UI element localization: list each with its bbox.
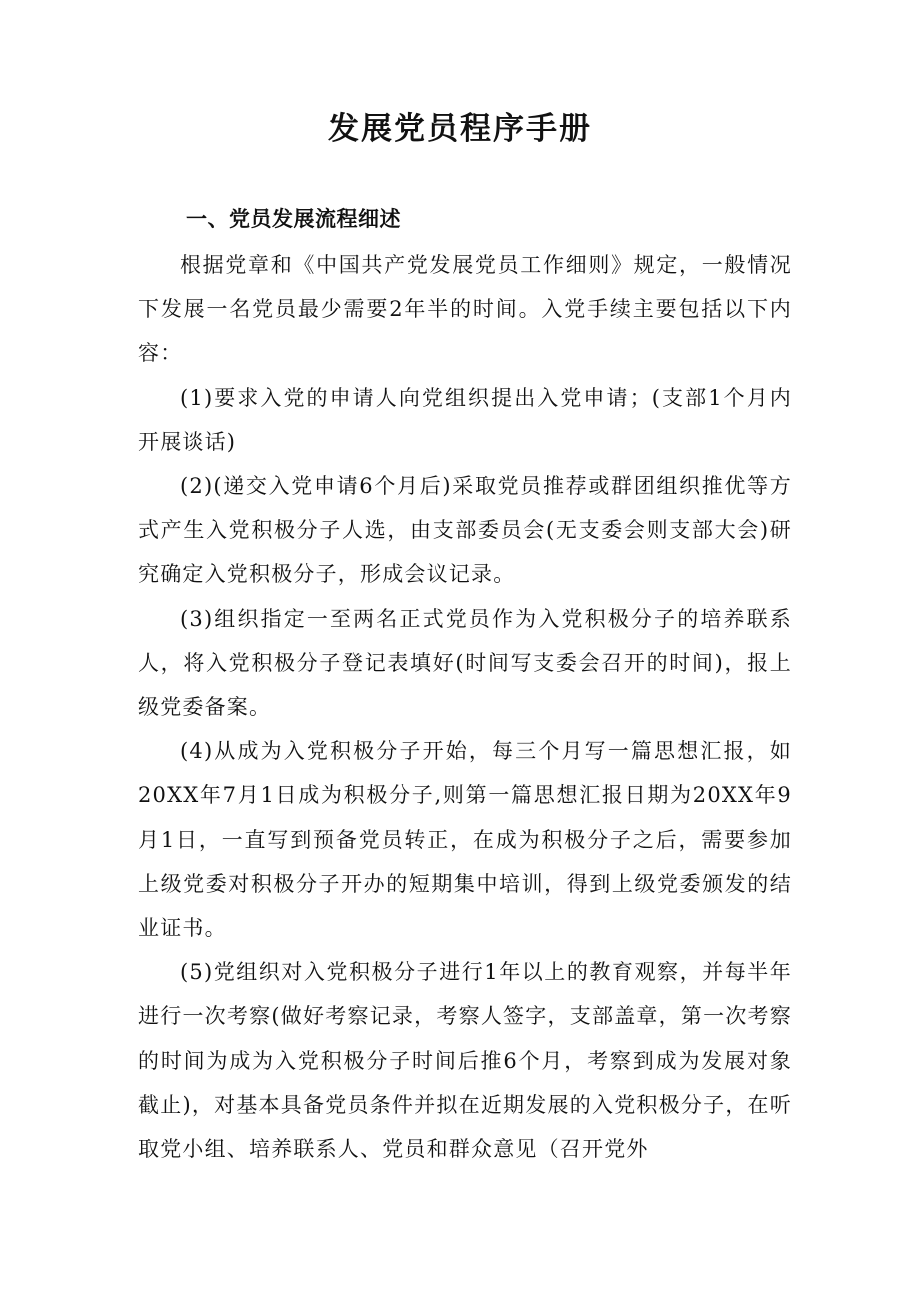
step-paragraph-5: (5)党组织对入党积极分子进行1年以上的教育观察，并每半年进行一次考察(做好考察记录，考察人签字，支部盖章，第一次考察的时间为成为入党积极分子时间后推6个月，考察到成为发展对象截止)，对基本具备党员条件并拟在近期发展的入党积极分子，在听取党小组、培养联系人、党员和群众意见（召开党外 [138,960,792,1162]
section-heading: 一、党员发展流程细述 [186,207,401,231]
step-paragraph-2: (2)(递交入党申请6个月后)采取党员推荐或群团组织推优等方式产生入党积极分子人选，由支部委员会(无支委会则支部大会)研究确定入党积极分子，形成会议记录。 [138,474,792,587]
step-paragraph-4: (4)从成为入党积极分子开始，每三个月写一篇思想汇报，如20XX年7月1日成为积极分子,则第一篇思想汇报日期为20XX年9月1日，一直写到预备党员转正，在成为积极分子之后，需要参加上级党委对积极分子开办的短期集中培训，得到上级党委颁发的结业证书。 [138,739,792,941]
document-title: 发展党员程序手册 [328,111,592,147]
step-paragraph-3: (3)组织指定一至两名正式党员作为入党积极分子的培养联系人，将入党积极分子登记表填好(时间写支委会召开的时间)，报上级党委备案。 [138,606,792,720]
step-paragraph-1: (1)要求入党的申请人向党组织提出入党申请；(支部1个月内开展谈话) [138,385,792,454]
intro-paragraph: 根据党章和《中国共产党发展党员工作细则》规定，一般情况下发展一名党员最少需要2年半的时间。入党手续主要包括以下内容： [138,253,792,366]
document-body [138,243,792,1171]
